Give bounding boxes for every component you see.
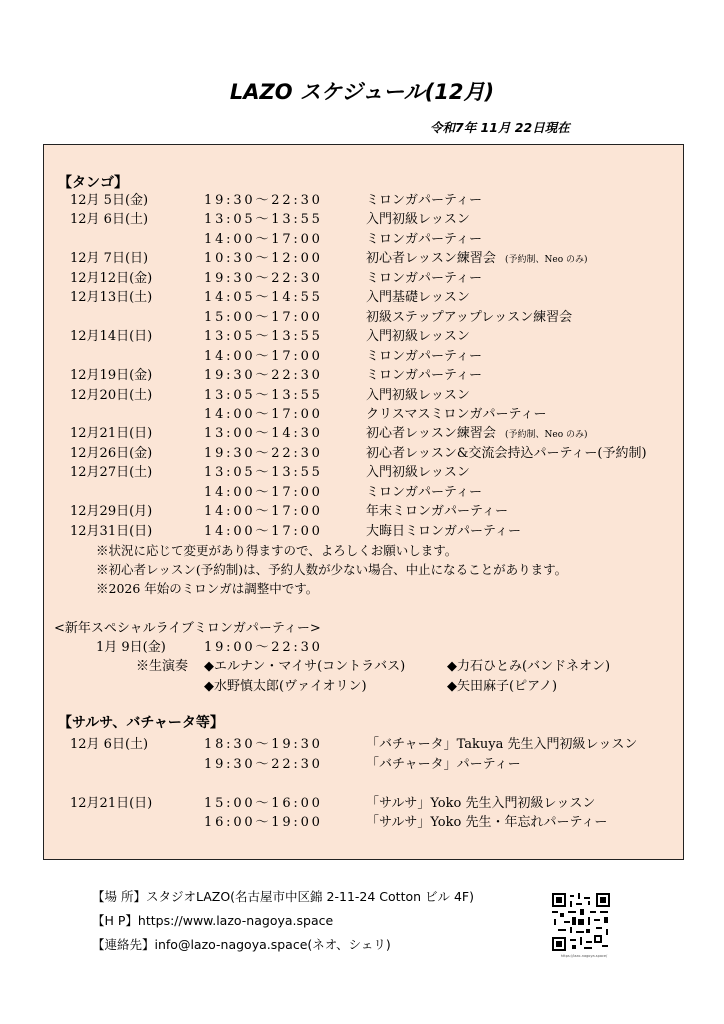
tango-note: ※2026 年始のミロンガは調整中です。 — [96, 581, 319, 596]
schedule-date: 12月31日(日) — [70, 523, 153, 539]
schedule-event: 初心者レッスン&交流会持込パーティー(予約制) — [366, 445, 647, 461]
schedule-event: ミロンガパーティー — [366, 348, 482, 364]
schedule-date: 12月29日(月) — [70, 504, 153, 520]
newyear-time: 19:00〜22:30 — [204, 640, 323, 655]
schedule-time: 14:00〜17:00 — [204, 484, 323, 500]
schedule-time: 13:05〜13:55 — [204, 329, 323, 345]
schedule-event: ミロンガパーティー — [366, 484, 482, 500]
schedule-event: 初心者レッスン練習会 — [366, 426, 496, 442]
performers-label: ※生演奏 — [136, 659, 189, 674]
schedule-date: 12月 7日(日) — [70, 251, 149, 267]
schedule-date: 12月 5日(金) — [70, 193, 149, 208]
qr-code-icon — [552, 893, 610, 951]
schedule-date: 12月12日(金) — [70, 270, 153, 286]
schedule-event: 「サルサ」Yoko 先生・年忘れパーティー — [366, 815, 608, 830]
tango-heading: 【タンゴ】 — [58, 175, 128, 191]
schedule-event: 大晦日ミロンガパーティー — [366, 523, 521, 539]
page-title: LAZO スケジュール(12月) — [229, 80, 495, 104]
schedule-event: 入門初級レッスン — [366, 212, 470, 228]
qr-caption: https://lazo-nagoya.space/ — [560, 954, 608, 958]
schedule-time: 16:00〜19:00 — [204, 815, 323, 830]
schedule-time: 13:05〜13:55 — [204, 212, 323, 228]
contact-line[interactable]: 【連絡先】info@lazo-nagoya.space(ネオ、シェリ) — [92, 937, 391, 952]
schedule-event: 「バチャータ」Takuya 先生入門初級レッスン — [366, 737, 638, 752]
schedule-event: ミロンガパーティー — [366, 270, 482, 286]
tango-note: ※初心者レッスン(予約制)は、予約人数が少ない場合、中止になることがあります。 — [96, 562, 568, 577]
schedule-time: 15:00〜17:00 — [204, 309, 323, 325]
performer: ◆エルナン・マイサ(コントラバス) — [204, 659, 406, 674]
schedule-event: ミロンガパーティー — [366, 231, 482, 247]
as-of-date: 令和7年 11月 22日現在 — [430, 120, 570, 135]
schedule-time: 19:30〜22:30 — [204, 270, 323, 286]
schedule-event: 初心者レッスン練習会 — [366, 251, 496, 267]
schedule-event: 入門初級レッスン — [366, 465, 470, 481]
schedule-date: 12月27日(土) — [70, 465, 153, 481]
schedule-event: 初級ステップアップレッスン練習会 — [366, 309, 573, 325]
schedule-date: 12月 6日(土) — [70, 212, 149, 228]
schedule-time: 10:30〜12:00 — [204, 251, 323, 267]
schedule-time: 19:30〜22:30 — [204, 757, 323, 772]
salsa-heading: 【サルサ、バチャータ等】 — [58, 715, 224, 731]
schedule-note: (予約制、Neo のみ) — [505, 430, 588, 441]
schedule-time: 13:00〜14:30 — [204, 426, 323, 442]
performer: ◆矢田麻子(ピアノ) — [447, 679, 558, 694]
schedule-time: 19:30〜22:30 — [204, 193, 323, 208]
schedule-event: ミロンガパーティー — [366, 193, 482, 208]
schedule-date: 12月21日(日) — [70, 426, 153, 442]
schedule-time: 13:05〜13:55 — [204, 387, 323, 403]
newyear-heading: <新年スペシャルライブミロンガパーティー> — [54, 621, 321, 636]
performer: ◆力石ひとみ(バンドネオン) — [447, 659, 611, 674]
place-line: 【場 所】スタジオLAZO(名古屋市中区錦 2-11-24 Cotton ビル 4F) — [92, 889, 475, 904]
schedule-time: 19:30〜22:30 — [204, 368, 323, 384]
schedule-date: 12月19日(金) — [70, 368, 153, 384]
schedule-date: 12月21日(日) — [70, 796, 153, 811]
schedule-time: 14:05〜14:55 — [204, 290, 323, 306]
schedule-event: 「サルサ」Yoko 先生入門初級レッスン — [366, 796, 596, 811]
performer: ◆水野慎太郎(ヴァイオリン) — [204, 679, 367, 694]
schedule-time: 13:05〜13:55 — [204, 465, 323, 481]
schedule-date: 12月14日(日) — [70, 329, 153, 345]
schedule-time: 19:30〜22:30 — [204, 445, 323, 461]
schedule-time: 15:00〜16:00 — [204, 796, 323, 811]
schedule-time: 14:00〜17:00 — [204, 504, 323, 520]
schedule-time: 18:30〜19:30 — [204, 737, 323, 752]
schedule-event: 「バチャータ」パーティー — [366, 757, 521, 772]
schedule-date: 12月26日(金) — [70, 445, 153, 461]
schedule-time: 14:00〜17:00 — [204, 406, 323, 422]
schedule-time: 14:00〜17:00 — [204, 231, 323, 247]
schedule-event: 入門基礎レッスン — [366, 290, 470, 306]
schedule-time: 14:00〜17:00 — [204, 523, 323, 539]
schedule-event: 入門初級レッスン — [366, 329, 470, 345]
schedule-event: クリスマスミロンガパーティー — [366, 406, 547, 422]
schedule-event: 入門初級レッスン — [366, 387, 470, 403]
schedule-date: 12月13日(土) — [70, 290, 153, 306]
schedule-event: ミロンガパーティー — [366, 368, 482, 384]
schedule-event: 年末ミロンガパーティー — [366, 504, 508, 520]
schedule-date: 12月20日(土) — [70, 387, 153, 403]
tango-note: ※状況に応じて変更があり得ますので、よろしくお願いします。 — [96, 543, 458, 558]
newyear-date: 1月 9日(金) — [96, 640, 166, 655]
schedule-note: (予約制、Neo のみ) — [505, 255, 588, 266]
schedule-date: 12月 6日(土) — [70, 737, 149, 752]
hp-line[interactable]: 【H P】https://www.lazo-nagoya.space — [92, 913, 334, 928]
schedule-time: 14:00〜17:00 — [204, 348, 323, 364]
